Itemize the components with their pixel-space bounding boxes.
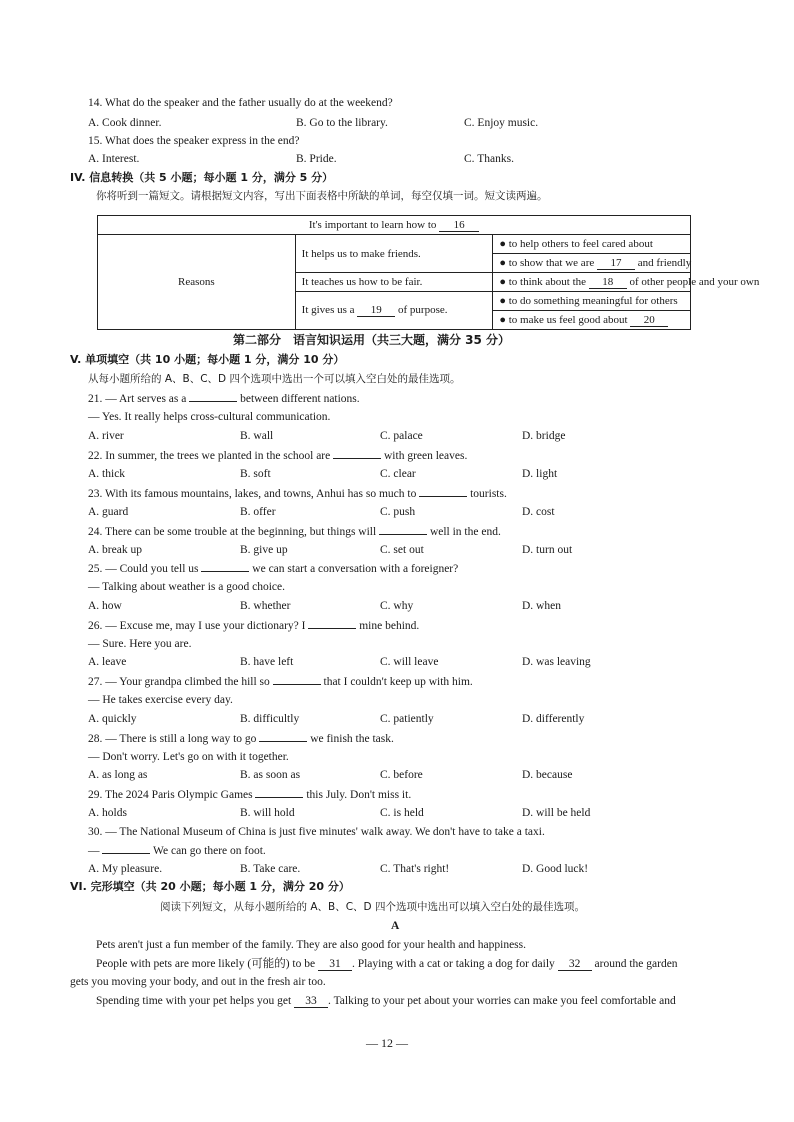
passage-text: People with pets are more likely (可能的) to be bbox=[96, 958, 316, 970]
answer-blank bbox=[333, 448, 381, 459]
q26-line-2: — Sure. Here you are. bbox=[88, 638, 192, 650]
section-5-title: V. 单项填空（共 10 小题；每小题 1 分，满分 10 分） bbox=[70, 353, 345, 366]
q22-option-d: D. light bbox=[522, 468, 558, 480]
q26-option-c: C. will leave bbox=[380, 656, 439, 668]
answer-blank bbox=[102, 843, 150, 854]
stem-text: — bbox=[88, 845, 100, 857]
q30-line-2 bbox=[88, 843, 266, 858]
reasons-cell: Reasons bbox=[98, 235, 296, 330]
stem-text: 24. There can be some trouble at the beginning, but things will bbox=[88, 526, 377, 538]
stem-text: 29. The 2024 Paris Olympic Games bbox=[88, 789, 253, 801]
q25-line-2: — Talking about weather is a good choice. bbox=[88, 581, 285, 593]
answer-blank bbox=[259, 731, 307, 742]
answer-blank bbox=[201, 561, 249, 572]
reason-3-bullet-1: ● to do something meaningful for others bbox=[493, 292, 691, 311]
q24-option-b: B. give up bbox=[240, 544, 288, 556]
q21-option-c: C. palace bbox=[380, 430, 423, 442]
passage-text: . Playing with a cat or taking a dog for daily bbox=[351, 958, 555, 970]
q23-line-1 bbox=[88, 486, 507, 501]
section-4-instructions: 你将听到一篇短文。请根据短文内容，写出下面表格中所缺的单词，每空仅填一词。短文读两遍。 bbox=[96, 190, 548, 202]
q21-option-a: A. river bbox=[88, 430, 124, 442]
q27-option-d: D. differently bbox=[522, 713, 585, 725]
q24-option-c: C. set out bbox=[380, 544, 424, 556]
stem-text: between different nations. bbox=[240, 393, 360, 405]
q24-line-1 bbox=[88, 524, 501, 539]
stem-text: 25. — Could you tell us bbox=[88, 563, 199, 575]
q15-option-b: B. Pride. bbox=[296, 153, 337, 165]
q30-line-1: 30. — The National Museum of China is just five minutes' walk away. We don't have to take a taxi. bbox=[88, 826, 545, 838]
reason-text: It gives us a bbox=[301, 304, 355, 316]
reason-2-bullet bbox=[493, 273, 760, 292]
answer-blank bbox=[308, 618, 356, 629]
section-5-instructions: 从每小题所给的 A、B、C、D 四个选项中选出一个可以填入空白处的最佳选项。 bbox=[88, 373, 461, 385]
bullet-text: ● to think about the bbox=[499, 275, 587, 288]
q29-line-1 bbox=[88, 787, 411, 802]
table-header-text: It's important to learn how to bbox=[308, 218, 437, 231]
blank-33: 33 bbox=[294, 995, 328, 1008]
q28-option-a: A. as long as bbox=[88, 769, 148, 781]
q26-line-1 bbox=[88, 618, 419, 633]
q29-option-a: A. holds bbox=[88, 807, 127, 819]
reason-3-bullet-2 bbox=[493, 311, 691, 330]
q21-option-d: D. bridge bbox=[522, 430, 566, 442]
stem-text: we can start a conversation with a foreigner? bbox=[252, 563, 459, 575]
passage-paragraph-1: Pets aren't just a fun member of the family. They are also good for your health and happiness. bbox=[96, 939, 527, 951]
stem-text: 27. — Your grandpa climbed the hill so bbox=[88, 676, 270, 688]
answer-blank bbox=[273, 674, 321, 685]
q27-line-1 bbox=[88, 674, 473, 689]
stem-text: this July. Don't miss it. bbox=[306, 789, 412, 801]
q28-option-c: C. before bbox=[380, 769, 423, 781]
blank-31: 31 bbox=[318, 958, 352, 971]
q23-option-b: B. offer bbox=[240, 506, 276, 518]
q27-option-c: C. patiently bbox=[380, 713, 434, 725]
q28-option-b: B. as soon as bbox=[240, 769, 301, 781]
answer-blank bbox=[189, 391, 237, 402]
stem-text: mine behind. bbox=[359, 620, 420, 632]
blank-32: 32 bbox=[558, 958, 592, 971]
q14-option-a: A. Cook dinner. bbox=[88, 117, 162, 129]
q26-option-d: D. was leaving bbox=[522, 656, 591, 668]
q23-option-a: A. guard bbox=[88, 506, 129, 518]
q21-option-b: B. wall bbox=[240, 430, 274, 442]
q27-option-a: A. quickly bbox=[88, 713, 137, 725]
q22-option-a: A. thick bbox=[88, 468, 126, 480]
passage-paragraph-2 bbox=[96, 957, 678, 971]
q25-option-b: B. whether bbox=[240, 600, 291, 612]
stem-text: 21. — Art serves as a bbox=[88, 393, 187, 405]
q14-stem: 14. What do the speaker and the father usually do at the weekend? bbox=[88, 97, 393, 109]
q15-option-a: A. Interest. bbox=[88, 153, 140, 165]
q24-option-d: D. turn out bbox=[522, 544, 573, 556]
bullet-text: and friendly bbox=[637, 256, 692, 269]
q23-option-d: D. cost bbox=[522, 506, 555, 518]
q14-option-b: B. Go to the library. bbox=[296, 117, 388, 129]
answer-blank bbox=[419, 486, 467, 497]
stem-text: with green leaves. bbox=[384, 450, 468, 462]
q21-line-1 bbox=[88, 391, 360, 406]
q27-option-b: B. difficultly bbox=[240, 713, 300, 725]
stem-text: 28. — There is still a long way to go bbox=[88, 733, 257, 745]
reason-text: of purpose. bbox=[398, 304, 448, 316]
blank-17: 17 bbox=[597, 257, 635, 270]
q15-stem: 15. What does the speaker express in the end? bbox=[88, 135, 300, 147]
q23-option-c: C. push bbox=[380, 506, 416, 518]
q30-option-c: C. That's right! bbox=[380, 863, 450, 875]
q26-option-b: B. have left bbox=[240, 656, 294, 668]
q25-line-1 bbox=[88, 561, 458, 576]
reason-2: It teaches us how to be fair. bbox=[295, 273, 493, 292]
passage-text: around the garden bbox=[594, 958, 678, 970]
section-6-title: VI. 完形填空（共 20 小题；每小题 1 分，满分 20 分） bbox=[70, 880, 350, 893]
q25-option-c: C. why bbox=[380, 600, 414, 612]
reason-1-bullet-1: ● to help others to feel cared about bbox=[493, 235, 691, 254]
passage-paragraph-3 bbox=[96, 994, 676, 1008]
q30-option-a: A. My pleasure. bbox=[88, 863, 163, 875]
q15-option-c: C. Thanks. bbox=[464, 153, 514, 165]
stem-text: we finish the task. bbox=[310, 733, 394, 745]
q14-option-c: C. Enjoy music. bbox=[464, 117, 539, 129]
page-number: — 12 — bbox=[366, 1036, 408, 1050]
q25-option-a: A. how bbox=[88, 600, 122, 612]
bullet-text: of other people and your own bbox=[629, 275, 760, 288]
bullet-text: ● to show that we are bbox=[499, 256, 595, 269]
passage-letter: A bbox=[391, 920, 400, 932]
stem-text: that I couldn't keep up with him. bbox=[323, 676, 473, 688]
q30-option-d: D. Good luck! bbox=[522, 863, 589, 875]
reason-1: It helps us to make friends. bbox=[295, 235, 493, 273]
blank-19: 19 bbox=[357, 304, 395, 317]
passage-text: Spending time with your pet helps you get bbox=[96, 995, 292, 1007]
stem-text: We can go there on foot. bbox=[153, 845, 266, 857]
passage-paragraph-2-line-2: gets you moving your body, and out in the fresh air too. bbox=[70, 976, 326, 988]
stem-text: tourists. bbox=[470, 488, 507, 500]
q22-option-c: C. clear bbox=[380, 468, 416, 480]
info-table bbox=[97, 215, 760, 330]
stem-text: well in the end. bbox=[429, 526, 501, 538]
stem-text: 22. In summer, the trees we planted in the school are bbox=[88, 450, 331, 462]
q24-option-a: A. break up bbox=[88, 544, 142, 556]
q22-line-1 bbox=[88, 448, 467, 463]
q28-line-1 bbox=[88, 731, 394, 746]
q21-line-2: — Yes. It really helps cross-cultural communication. bbox=[88, 411, 331, 423]
passage-text: . Talking to your pet about your worries can make you feel comfortable and bbox=[328, 995, 676, 1007]
q22-option-b: B. soft bbox=[240, 468, 271, 480]
q29-option-c: C. is held bbox=[380, 807, 424, 819]
blank-16: 16 bbox=[439, 219, 479, 232]
q28-line-2: — Don't worry. Let's go on with it together. bbox=[88, 751, 289, 763]
section-6-instructions: 阅读下列短文，从每小题所给的 A、B、C、D 四个选项中选出可以填入空白处的最佳选项。 bbox=[160, 901, 585, 913]
blank-18: 18 bbox=[589, 276, 627, 289]
q28-option-d: D. because bbox=[522, 769, 573, 781]
q26-option-a: A. leave bbox=[88, 656, 127, 668]
section-4-title: IV. 信息转换（共 5 小题；每小题 1 分，满分 5 分） bbox=[70, 171, 334, 184]
q29-option-d: D. will be held bbox=[522, 807, 591, 819]
stem-text: 23. With its famous mountains, lakes, and towns, Anhui has so much to bbox=[88, 488, 417, 500]
answer-blank bbox=[255, 787, 303, 798]
table-header bbox=[98, 216, 691, 235]
bullet-text: ● to make us feel good about bbox=[499, 313, 628, 326]
q29-option-b: B. will hold bbox=[240, 807, 295, 819]
reason-1-bullet-2 bbox=[493, 254, 691, 273]
q30-option-b: B. Take care. bbox=[240, 863, 301, 875]
part-2-title: 第二部分 语言知识运用（共三大题，满分 35 分） bbox=[233, 333, 511, 347]
blank-20: 20 bbox=[630, 314, 668, 327]
q27-line-2: — He takes exercise every day. bbox=[88, 694, 233, 706]
reason-3 bbox=[295, 292, 493, 330]
stem-text: 26. — Excuse me, may I use your dictionary? I bbox=[88, 620, 306, 632]
answer-blank bbox=[379, 524, 427, 535]
q25-option-d: D. when bbox=[522, 600, 561, 612]
